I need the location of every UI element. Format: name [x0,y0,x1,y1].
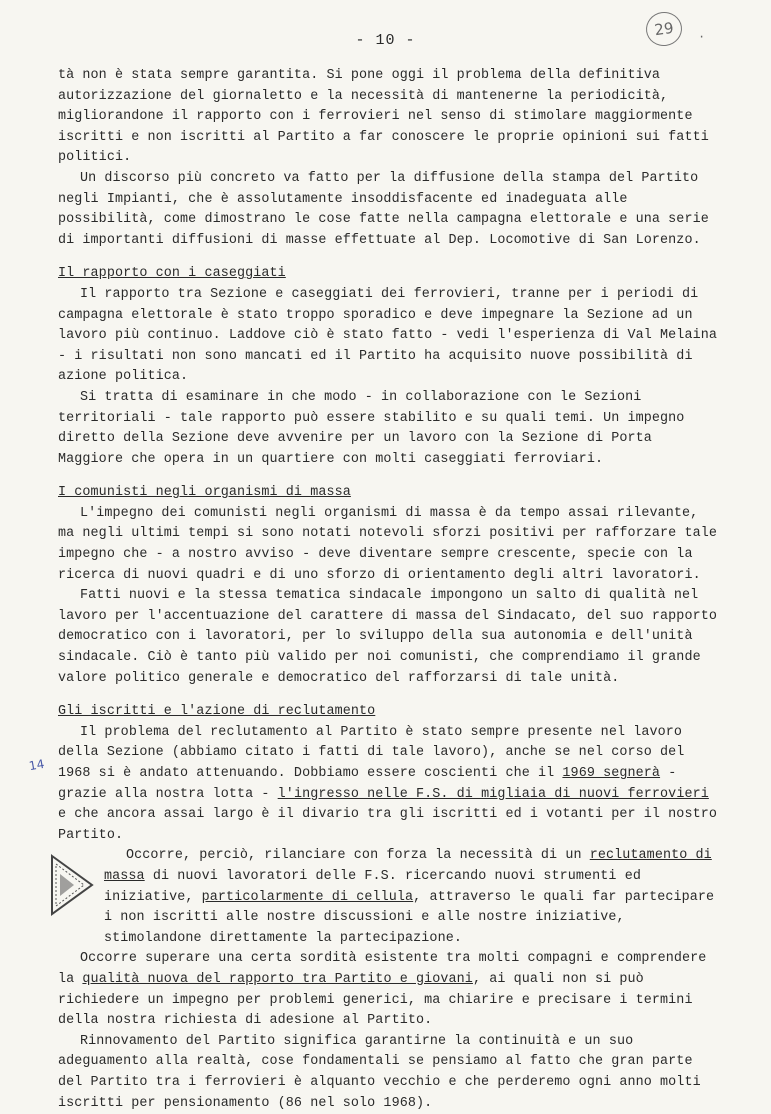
paragraph: L'impegno dei comunisti negli organismi di massa è da tempo assai rilevante, ma negli ultimi tempi si sono notati notevoli sforzi positivi per rafforzare tale impegno che - a nostro avviso - deve diventare sempre crescente, specie con la ricerca di nuovi quadri e di uno sforzo di orientamento degli altri lavoratori. [58,505,717,583]
paragraph: Il rapporto tra Sezione e caseggiati dei ferrovieri, tranne per i periodi di campagna elettorale è stato troppo sporadico e deve impegnare la Sezione ad un lavoro più continuo. Laddove ciò è stato fatto - vedi l'esperienza di Val Melaina - i risultati non sono mancati ed il Partito ha acquisito nuove possibilità di azione politica. [58,286,717,385]
text-run: - grazie alla nostra lotta - [58,766,677,802]
text-run: Occorre, perciò, rilanciare con forza la necessità di un [126,848,590,864]
text-run: Occorre superare una certa sordità esistente tra molti compagni e comprendere la [58,951,707,987]
underlined-text: reclutamento di massa [104,848,712,884]
paragraph: Fatti nuovi e la stessa tematica sindacale impongono un salto di qualità nel lavoro per l'accentuazione del carattere di massa del Sindacato, del suo rapporto democratico con i lavoratori, per lo sviluppo della sua autonomia e dell'unità sindacale. Ciò è tanto più valido per noi comunisti, che comprendiamo il grande valore politico generale e democratico del rafforzarsi di tale unità. [58,588,717,686]
section-heading: Gli iscritti e l'azione di reclutamento [58,704,376,720]
text-run: di nuovi lavoratori delle F.S. ricercando nuovi strumenti ed iniziative, [104,868,641,905]
text-run: , attraverso le quali far partecipare i non iscritti alle nostre discussioni e alle nostre iniziative, stimolandone direttamente la partecipazione. [104,889,715,946]
paragraph: Rinnovamento del Partito significa garantirne la continuità e un suo adeguamento alla realtà, cose fondamentali se pensiamo al fatto che gran parte del Partito tra i ferrovieri è alquanto vecchio e che perderemo ogni anno molti iscritti per pensionamento (86 nel solo 1968). [58,1033,701,1111]
section-heading: Il rapporto con i caseggiati [58,266,286,282]
page-number: - 10 - [355,32,416,49]
underlined-text: qualità nuova del rapporto tra Partito e giovani [82,971,473,987]
text-run: e che ancora assai largo è il divario tra gli iscritti ed i votanti per il nostro Partito. [58,807,717,843]
margin-note: 14 [27,756,46,774]
text-run: Il problema del reclutamento al Partito è stato sempre presente nel lavoro della Sezione (abbiamo citato i fatti di tale lavoro), anche se nel corso del 1968 si è andato attenuando. Dobbiamo essere coscienti che il [58,724,685,781]
paragraph [58,723,718,847]
underlined-text: 1969 segnerà [562,766,661,781]
document-body [58,66,718,1114]
paragraph [104,846,718,949]
archive-number-stamp: 29 [644,10,684,49]
underlined-text: l'ingresso nelle F.S. di migliaia di nuovi ferrovieri [277,786,709,802]
paragraph: tà non è stata sempre garantita. Si pone oggi il problema della definitiva autorizzazione del giornaletto e la necessità di mantenerne la periodicità, migliorandone il rapporto con i ferrovieri nel senso di stimolare maggiormente iscritti e non iscritti al Partito a far conoscere le proprie opinioni sui fatti politici. [58,68,709,166]
triangle-stamp-icon [50,854,94,916]
underlined-text: particolarmente di cellula [201,889,414,905]
text-run: , ai quali non si può richiedere un impegno per problemi generici, ma chiarire e precisare i termini della nostra richiesta di adesione al Partito. [58,971,693,1029]
stamped-paragraph [58,846,718,949]
paragraph: Si tratta di esaminare in che modo - in collaborazione con le Sezioni territoriali - tale rapporto può essere stabilito e su quali temi. Un impegno diretto della Sezione deve avvenire per un lavoro con la Sezione di Porta Maggiore che opera in un quartiere con molti caseggiati ferroviari. [58,389,685,467]
paragraph: Un discorso più concreto va fatto per la diffusione della stampa del Partito negli Impianti, che è assolutamente insoddisfacente ed inadeguata alle possibilità, come dimostrano le cose fatte nella campagna elettorale e una serie di importanti diffusioni di masse effettuate al Dep. Locomotive di San Lorenzo. [58,170,709,248]
paragraph [58,949,718,1031]
corner-mark: · [698,30,706,44]
section-heading: I comunisti negli organismi di massa [58,485,351,501]
